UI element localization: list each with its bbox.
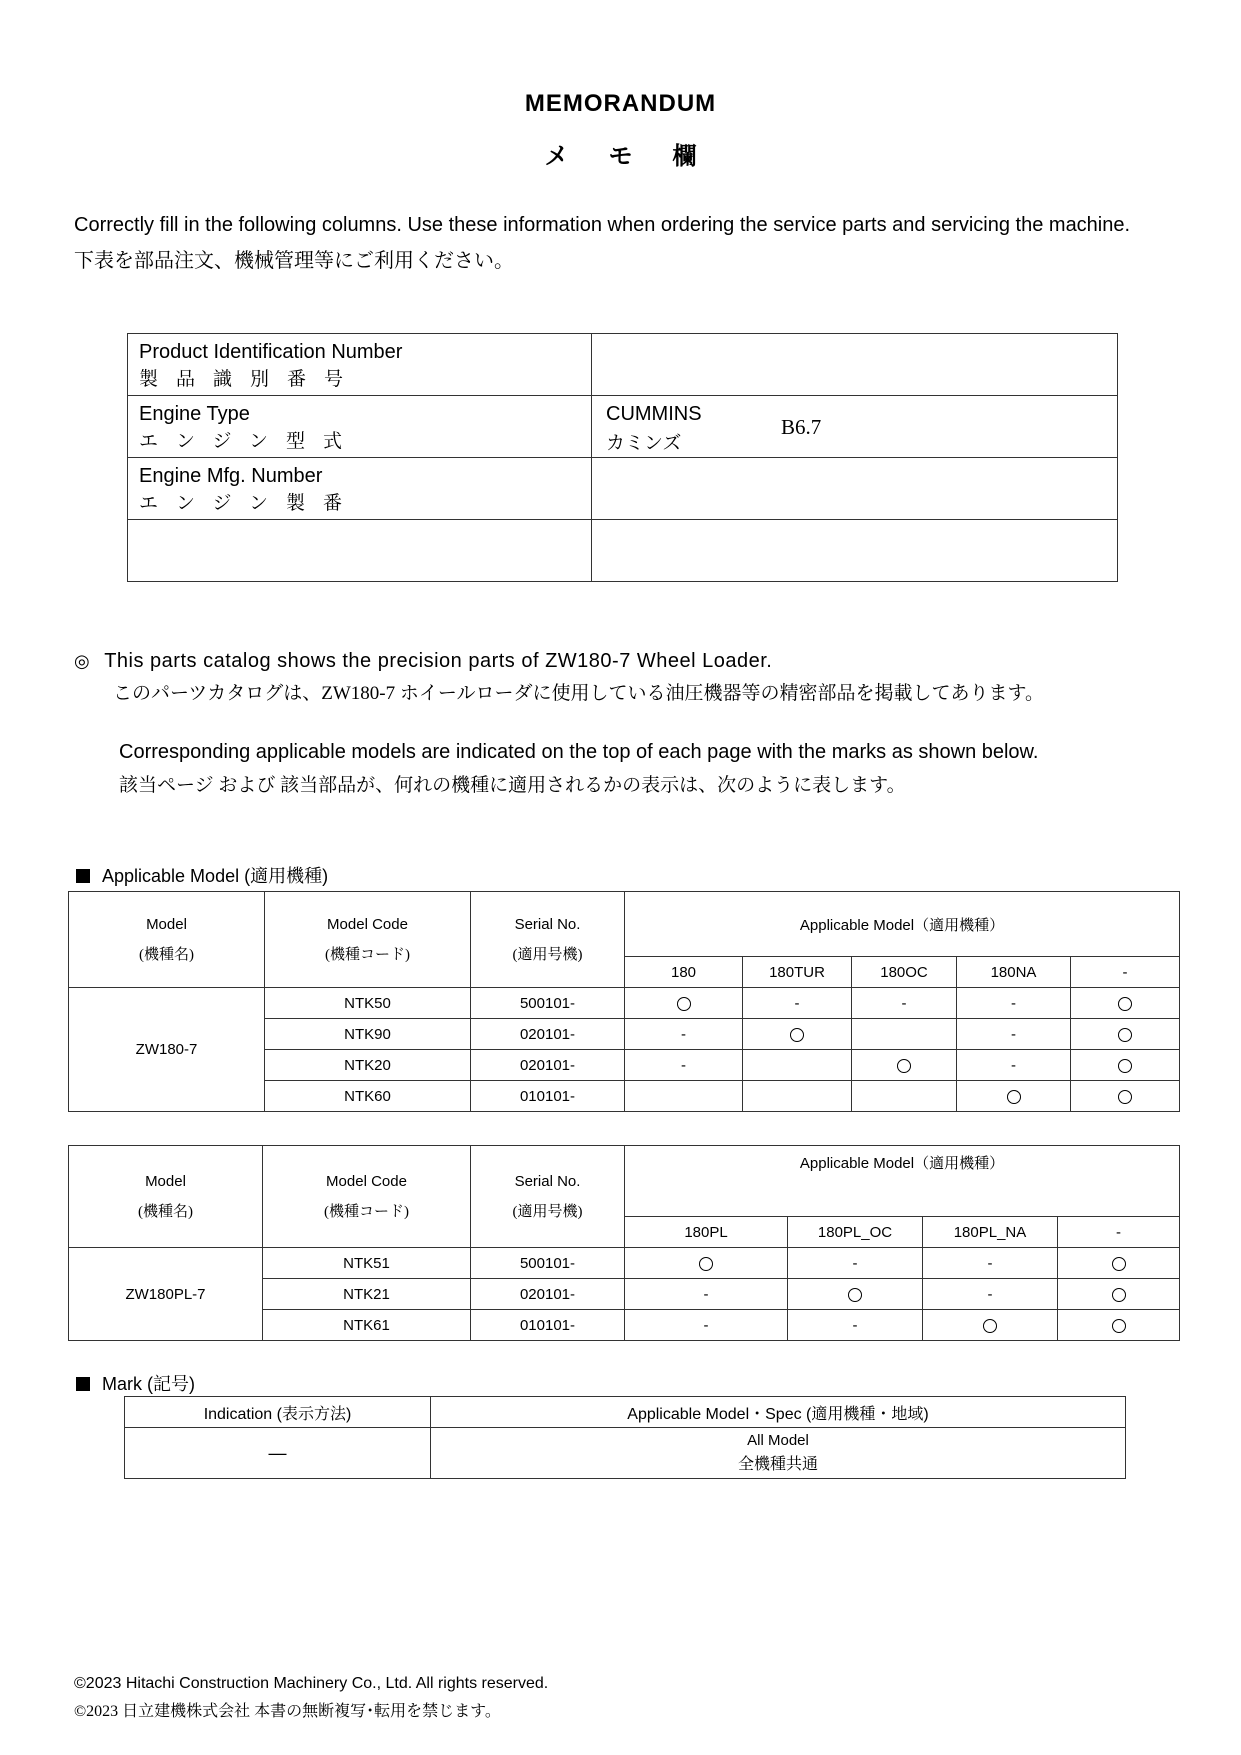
col-header: -	[1071, 957, 1180, 988]
model-code: NTK50	[265, 988, 471, 1019]
serial-no: 500101-	[471, 1248, 625, 1279]
memo-row	[128, 520, 1118, 582]
circle-mark-icon	[1118, 997, 1132, 1011]
circle-mark-icon	[1007, 1090, 1021, 1104]
memo-value-field[interactable]	[592, 334, 1118, 396]
memo-value-field[interactable]	[592, 396, 1118, 458]
model-name: ZW180PL-7	[69, 1248, 263, 1341]
model-code: NTK60	[265, 1081, 471, 1112]
mark-cell	[743, 1019, 852, 1050]
header-model-code: Model Code (機種コード)	[265, 892, 471, 988]
memo-label-en: Product Identification Number	[139, 341, 403, 363]
mark-cell: -	[743, 988, 852, 1019]
circle-mark-icon	[1112, 1257, 1126, 1271]
catalog-note	[74, 650, 772, 673]
mark-cell: -	[957, 988, 1071, 1019]
applicable-model-table-2	[68, 1145, 1180, 1341]
spec-cell	[431, 1428, 1126, 1479]
serial-no: 020101-	[471, 1019, 625, 1050]
model-code: NTK51	[263, 1248, 471, 1279]
mark-cell	[625, 1081, 743, 1112]
intro-text-en: Correctly fill in the following columns. Use these information when ordering the service parts and servicing the machine.	[74, 214, 1131, 236]
header-applicable-model: Applicable Model（適用機種）	[625, 892, 1180, 957]
mark-cell: -	[957, 1019, 1071, 1050]
square-bullet-icon	[76, 1377, 90, 1391]
mark-cell	[743, 1050, 852, 1081]
circle-mark-icon	[848, 1288, 862, 1302]
mark-cell	[743, 1081, 852, 1112]
circle-mark-icon	[983, 1319, 997, 1333]
indication-dash: —	[125, 1428, 431, 1479]
memo-value-field[interactable]	[592, 458, 1118, 520]
memo-label-cell	[128, 334, 592, 396]
circle-mark-icon	[677, 997, 691, 1011]
col-header: 180	[625, 957, 743, 988]
memo-label-en: Engine Type	[139, 403, 250, 425]
memo-table	[127, 333, 1118, 582]
model-code: NTK90	[265, 1019, 471, 1050]
serial-no: 010101-	[471, 1310, 625, 1341]
catalog-note-en: This parts catalog shows the precision parts of ZW180-7 Wheel Loader.	[104, 650, 773, 672]
header-model: Model (機種名)	[69, 892, 265, 988]
mark-cell: -	[852, 988, 957, 1019]
col-header: -	[1058, 1217, 1180, 1248]
page-title-jp: メモ欄	[544, 143, 737, 170]
mark-cell	[625, 988, 743, 1019]
mark-cell: -	[788, 1248, 923, 1279]
mark-cell	[1071, 1019, 1180, 1050]
spec-jp: 全機種共通	[737, 1456, 818, 1473]
circle-mark-icon	[1118, 1059, 1132, 1073]
mark-cell	[1058, 1279, 1180, 1310]
header-applicable-model: Applicable Model（適用機種）	[625, 1146, 1180, 1217]
col-header: 180OC	[852, 957, 957, 988]
serial-no: 020101-	[471, 1050, 625, 1081]
serial-no: 500101-	[471, 988, 625, 1019]
mark-cell: -	[957, 1050, 1071, 1081]
intro-text-jp: 下表を部品注文、機械管理等にご利用ください。	[74, 250, 514, 272]
memo-row	[128, 458, 1118, 520]
mark-section-title: Mark (記号)	[76, 1370, 195, 1396]
mark-cell: -	[923, 1279, 1058, 1310]
header-model: Model (機種名)	[69, 1146, 263, 1248]
memo-row	[128, 396, 1118, 458]
memo-row	[128, 334, 1118, 396]
catalog-note-jp: このパーツカタログは、ZW180-7 ホイールローダに使用している油圧機器等の精密部品を掲載してあります。	[113, 683, 1044, 704]
mark-cell	[923, 1310, 1058, 1341]
applicable-section-title: Applicable Model (適用機種)	[76, 862, 328, 888]
engine-maker-en: CUMMINS	[606, 403, 702, 425]
col-header: 180PL_OC	[788, 1217, 923, 1248]
header-indication: Indication (表示方法)	[125, 1397, 431, 1428]
mark-cell	[1071, 1081, 1180, 1112]
memo-label-cell	[128, 458, 592, 520]
model-code: NTK61	[263, 1310, 471, 1341]
mark-cell	[1071, 1050, 1180, 1081]
mark-cell	[1058, 1248, 1180, 1279]
engine-maker-jp: カミンズ	[606, 433, 682, 454]
circle-mark-icon	[1112, 1319, 1126, 1333]
col-header: 180TUR	[743, 957, 852, 988]
header-serial: Serial No. (適用号機)	[471, 892, 625, 988]
model-name: ZW180-7	[69, 988, 265, 1112]
memo-label-jp: エンジン型式	[139, 431, 361, 452]
col-header: 180PL	[625, 1217, 788, 1248]
serial-no: 020101-	[471, 1279, 625, 1310]
memo-label-cell[interactable]	[128, 520, 592, 582]
mark-cell: -	[923, 1248, 1058, 1279]
mark-cell	[1058, 1310, 1180, 1341]
models-note-en: Corresponding applicable models are indicated on the top of each page with the marks as shown below.	[119, 741, 1039, 763]
page-title: MEMORANDUM	[524, 90, 717, 117]
models-note-jp: 該当ページ および 該当部品が、何れの機種に適用されるかの表示は、次のように表します。	[119, 775, 906, 796]
header-spec: Applicable Model・Spec (適用機種・地域)	[431, 1397, 1126, 1428]
mark-cell: -	[625, 1050, 743, 1081]
circle-mark-icon	[1118, 1090, 1132, 1104]
model-code: NTK21	[263, 1279, 471, 1310]
mark-cell: -	[625, 1019, 743, 1050]
memo-value-field[interactable]	[592, 520, 1118, 582]
double-circle-icon: ◎	[74, 651, 91, 671]
mark-cell	[957, 1081, 1071, 1112]
table-row	[69, 1248, 1180, 1279]
footer-copyright-en: ©2023 Hitachi Construction Machinery Co., Ltd. All rights reserved.	[74, 1675, 549, 1692]
engine-model: B6.7	[781, 415, 822, 439]
serial-no: 010101-	[471, 1081, 625, 1112]
circle-mark-icon	[1112, 1288, 1126, 1302]
memo-label-jp: 製品識別番号	[139, 369, 362, 390]
mark-cell	[625, 1248, 788, 1279]
footer-copyright-jp: ©2023 日立建機株式会社 本書の無断複写･転用を禁じます。	[74, 1703, 501, 1720]
mark-table	[124, 1396, 1126, 1479]
mark-cell: -	[788, 1310, 923, 1341]
square-bullet-icon	[76, 869, 90, 883]
mark-cell: -	[625, 1279, 788, 1310]
mark-cell	[1071, 988, 1180, 1019]
model-code: NTK20	[265, 1050, 471, 1081]
col-header: 180PL_NA	[923, 1217, 1058, 1248]
applicable-model-table-1	[68, 891, 1180, 1112]
circle-mark-icon	[699, 1257, 713, 1271]
col-header: 180NA	[957, 957, 1071, 988]
circle-mark-icon	[1118, 1028, 1132, 1042]
header-serial: Serial No. (適用号機)	[471, 1146, 625, 1248]
memo-label-en: Engine Mfg. Number	[139, 465, 323, 487]
spec-en: All Model	[747, 1432, 809, 1449]
memo-label-jp: エンジン製番	[139, 493, 361, 514]
mark-cell	[852, 1050, 957, 1081]
mark-cell	[788, 1279, 923, 1310]
circle-mark-icon	[897, 1059, 911, 1073]
memo-label-cell	[128, 396, 592, 458]
header-model-code: Model Code (機種コード)	[263, 1146, 471, 1248]
mark-cell: -	[625, 1310, 788, 1341]
circle-mark-icon	[790, 1028, 804, 1042]
mark-cell	[852, 1019, 957, 1050]
table-row	[69, 988, 1180, 1019]
mark-cell	[852, 1081, 957, 1112]
